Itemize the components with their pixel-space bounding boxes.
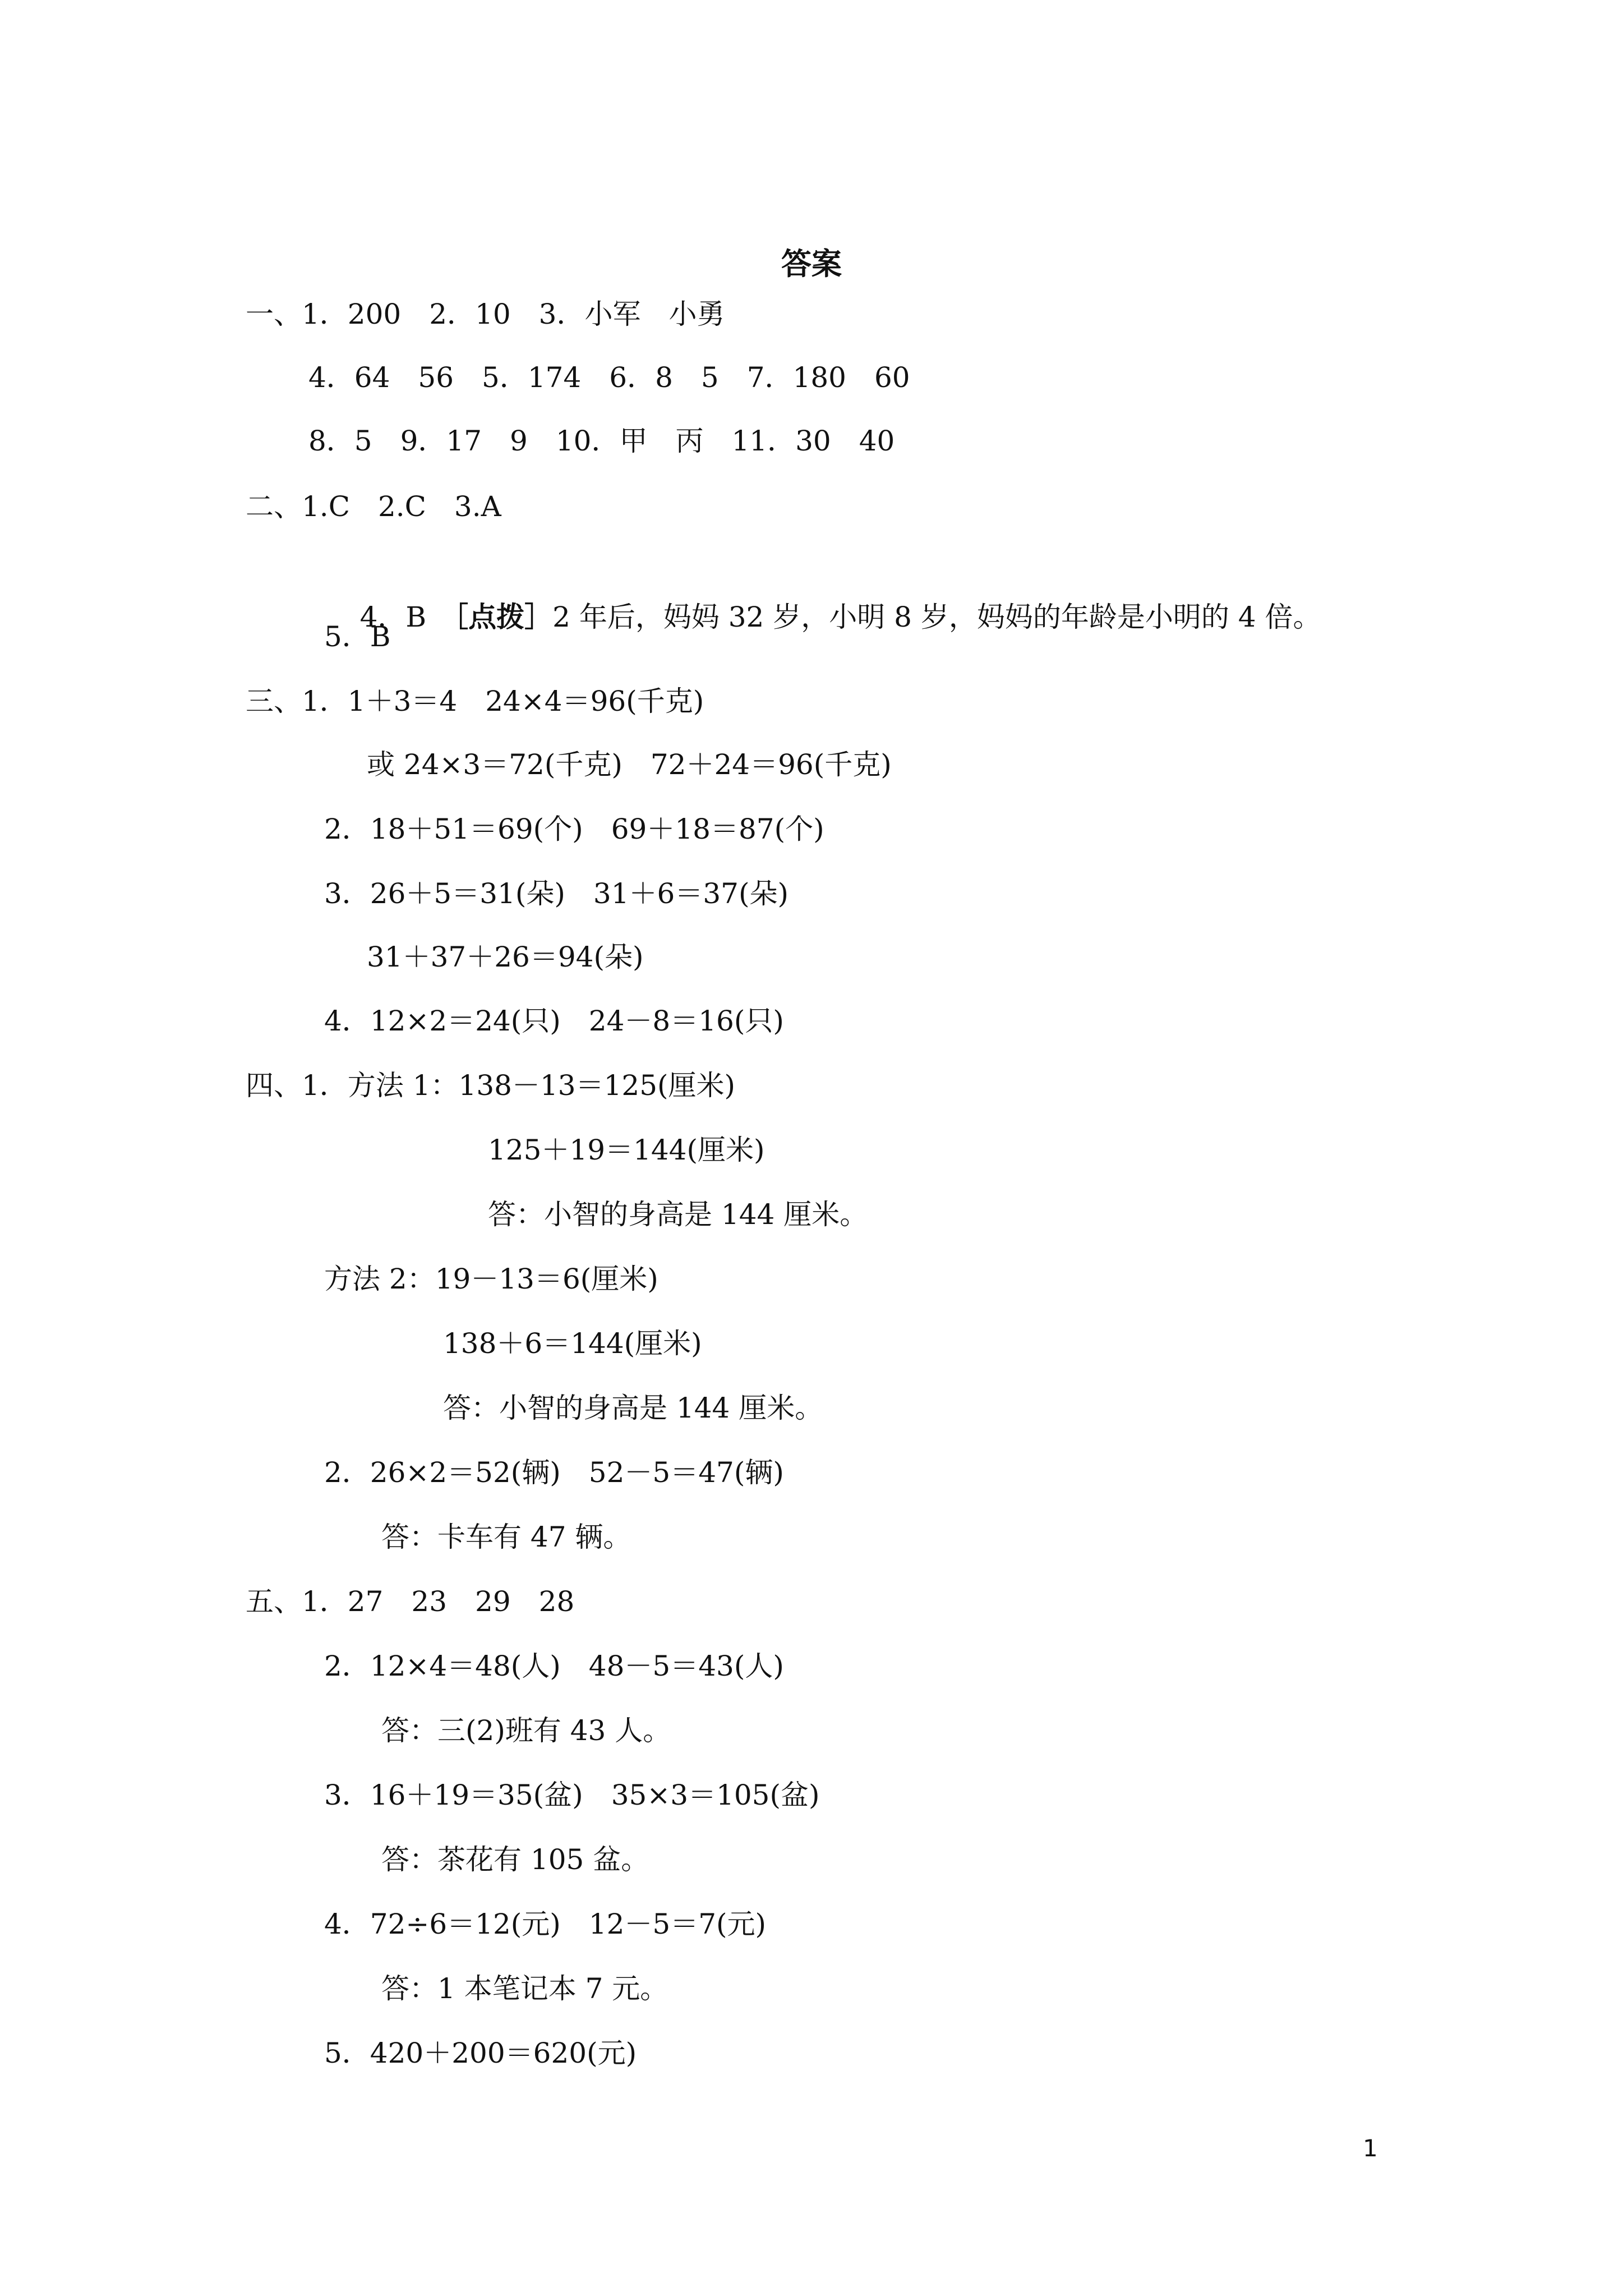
answer-line-18: 答：小智的身高是 144 厘米。 bbox=[443, 1392, 823, 1424]
page-title: 答案 bbox=[781, 246, 842, 282]
answer-line-8: 或 24×3＝72(千克) 72＋24＝96(千克) bbox=[367, 748, 892, 781]
page-number: 1 bbox=[1363, 2134, 1378, 2162]
answer-line-27: 答：1 本笔记本 7 元。 bbox=[381, 1972, 668, 2005]
answer-line-6: 5．B bbox=[324, 620, 391, 653]
answer-line-10: 3．26＋5＝31(朵) 31＋6＝37(朵) bbox=[324, 877, 789, 910]
answer-line-11: 31＋37＋26＝94(朵) bbox=[367, 941, 644, 973]
answer-line-19: 2．26×2＝52(辆) 52－5＝47(辆) bbox=[324, 1456, 784, 1489]
answer-line-5-prefix: 4．B bbox=[359, 601, 455, 633]
answer-line-13: 四、1．方法 1：138－13＝125(厘米) bbox=[246, 1069, 736, 1102]
answer-line-7: 三、1．1＋3＝4 24×4＝96(千克) bbox=[246, 685, 704, 717]
answer-line-20: 答：卡车有 47 辆。 bbox=[381, 1521, 631, 1553]
answer-line-25: 答：茶花有 105 盆。 bbox=[381, 1843, 649, 1876]
answer-line-12: 4．12×2＝24(只) 24－8＝16(只) bbox=[324, 1005, 784, 1037]
hint-label: ［点拨］ bbox=[454, 600, 553, 633]
answer-line-28: 5．420＋200＝620(元) bbox=[324, 2037, 637, 2069]
answer-line-1: 一、1．200 2．10 3．小军 小勇 bbox=[246, 298, 725, 330]
answer-line-3: 8．5 9．17 9 10．甲 丙 11．30 40 bbox=[308, 425, 895, 457]
answer-line-24: 3．16＋19＝35(盆) 35×3＝105(盆) bbox=[324, 1779, 820, 1811]
answer-line-17: 138＋6＝144(厘米) bbox=[443, 1327, 702, 1360]
hint-text: 2 年后，妈妈 32 岁，小明 8 岁，妈妈的年龄是小明的 4 倍。 bbox=[552, 601, 1321, 633]
answer-line-16: 方法 2：19－13＝6(厘米) bbox=[324, 1263, 658, 1295]
answer-line-21: 五、1．27 23 29 28 bbox=[246, 1585, 575, 1618]
answer-line-9: 2．18＋51＝69(个) 69＋18＝87(个) bbox=[324, 813, 824, 845]
answer-line-14: 125＋19＝144(厘米) bbox=[488, 1134, 765, 1166]
answer-line-26: 4．72÷6＝12(元) 12－5＝7(元) bbox=[324, 1908, 767, 1940]
answer-line-23: 答：三(2)班有 43 人。 bbox=[381, 1714, 671, 1747]
answer-line-5 bbox=[324, 550, 1321, 684]
answer-line-4: 二、1.C 2.C 3.A bbox=[246, 490, 501, 523]
answer-line-15: 答：小智的身高是 144 厘米。 bbox=[488, 1198, 868, 1231]
answer-line-2: 4．64 56 5．174 6．8 5 7．180 60 bbox=[308, 361, 910, 394]
answer-line-22: 2．12×4＝48(人) 48－5＝43(人) bbox=[324, 1650, 784, 1682]
